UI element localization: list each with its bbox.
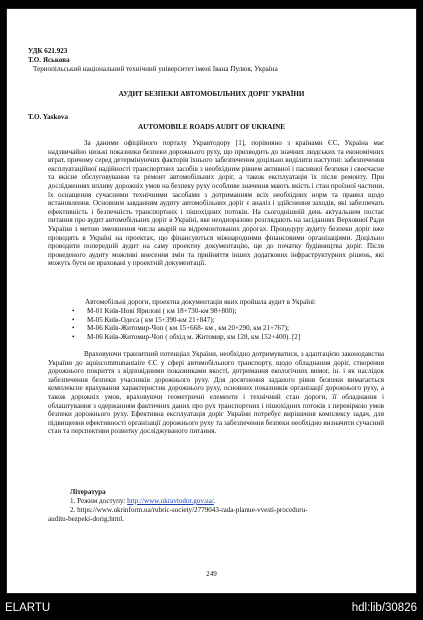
list-item: • М-06 Київ-Житомир-Чоп ( км 15+668- км , км 20+290, км 21+767); (69, 324, 399, 333)
title-en: AUTOMOBILE ROADS AUDIT OF UKRAINE (138, 123, 285, 131)
reference-2-line-2[interactable]: auditu-bezpeki-dorig.html. (48, 515, 125, 523)
reference-1-link[interactable]: http://www.ukravtodor.gov.ua/ (127, 497, 214, 505)
footer-bar (0, 596, 423, 620)
reference-1: 1. Режим доступу: http://www.ukravtodor.gov.ua/. (70, 497, 216, 505)
document-page (7, 9, 416, 593)
list-item: • М-05 Київ-Одеса ( км 15+390-км 21+847); (69, 316, 399, 325)
affiliation: Тернопільський національний технічний університет імені Івана Пулюя, Україна (33, 65, 278, 73)
author-en: T.O. Yaskova (28, 113, 69, 121)
roads-list (69, 307, 399, 341)
paragraph-2: Враховуючи транзитний потенціал України, необхідно дотримуватися, з адаптацією законодавства України до aquiscommunautaire ЄС у сфері автомобільного транспорту, щодо обладнання доріг, створення дорожнього покриття з відповідними показниками якості, дотримання екологічних вимог, ін. і як наслідок забезпечення безпеки учасників дорожнього руху. Для досягнення заданого рівня безпеки вимагається комплексне врахування характеристик дорожнього руху, основних показників організації дорожнього руху, а також дорожніх умов, враховуючи геометричні елементи і технічний стан дороги, її обладнання і облаштування з одержанням фактичних даних про рух транспортних і пішохідних потоків з перевіркою умов безпеки дорожнього руху. Ефективна експлуатація доріг України потребує вирішення комплексу задач, для підвищення ефективності організації дорожнього руху та забезпечення безпеки необхідно визначити сучасний стан та перспективи розвитку досліджуваного питання. (48, 350, 384, 436)
author-ua: Т.О. Яськова (28, 56, 70, 64)
udk-code: УДК 621.923 (28, 47, 68, 55)
repository-name: ELARTU (5, 602, 51, 614)
page-number: 249 (206, 570, 217, 578)
roads-intro: Автомобільні дороги, проектна документація яких пройшла аудит в Україні: (85, 298, 316, 306)
list-item: • М-06 Київ-Житомир-Чоп ( обхід м. Житомир, км 128, км 152+400). [2] (69, 333, 399, 342)
handle-id: hdl:lib/30826 (351, 602, 417, 614)
references-heading: Література (70, 488, 106, 496)
list-item: • М-01 Київ-Нові Ярилові ( км 18+730-км 98+800); (69, 307, 399, 316)
title-ua: АУДИТ БЕЗПЕКИ АВТОМОБІЛЬНИХ ДОРІГ УКРАЇНИ (118, 90, 305, 98)
paragraph-1: За даними офіційного порталу Укравтодору [1], порівняно з країнами ЄС, Україна має надзвичайно низькі показники безпеки дорожнього руху, що призводить до значних людських та економічних втрат, причому серед детермінуючих факторів їхнього забезпечення доцільно виділити наступні: забезпечення експлуатаційної надійності транспортних засобів з необхідним рівнем активної і пасивної безпеки і своєчасне та якісне обслуговування та ремонт автомобільних доріг, а також експлуатація їх після ремонту. При дослідженнях впливу дорожніх умов на безпеку руху особливе значення мають якість і стан проїзної частини, їх оснащення сучасними технічними засобами з дотриманням всіх необхідних норм та правил щодо встановлення. Основним завданням аудиту автомобільних доріг є аналіз і здійснення заходів, які забезпечать ефективність і безпечність транспортних і пішохідних потоків. На сьогоднішній день актуальним постає питання про аудит автомобільних доріг в Україні, яке неодноразово розглядають на засіданнях Верховної Ради України з метою зменшення числа аварій на відремонтованих дорогах. Процедуру аудиту безпеки доріг вже проводять в Україні на проектах, що фінансуються міжнародними фінансовими організаціями. Доцільно проводити попередній аудит на саму проектну документацію, ще до початку будівництва доріг. Після проведеного аудиту можливі внесення змін та прийняття інших додаткових інфраструктурних рішень, які можуть бути не враховані у проектній документації. (48, 139, 384, 268)
reference-2-line-1[interactable]: 2. https://www.ukrinform.ua/rubric-society/2779043-rada-planue-vvesti-proceduru- (70, 506, 308, 514)
